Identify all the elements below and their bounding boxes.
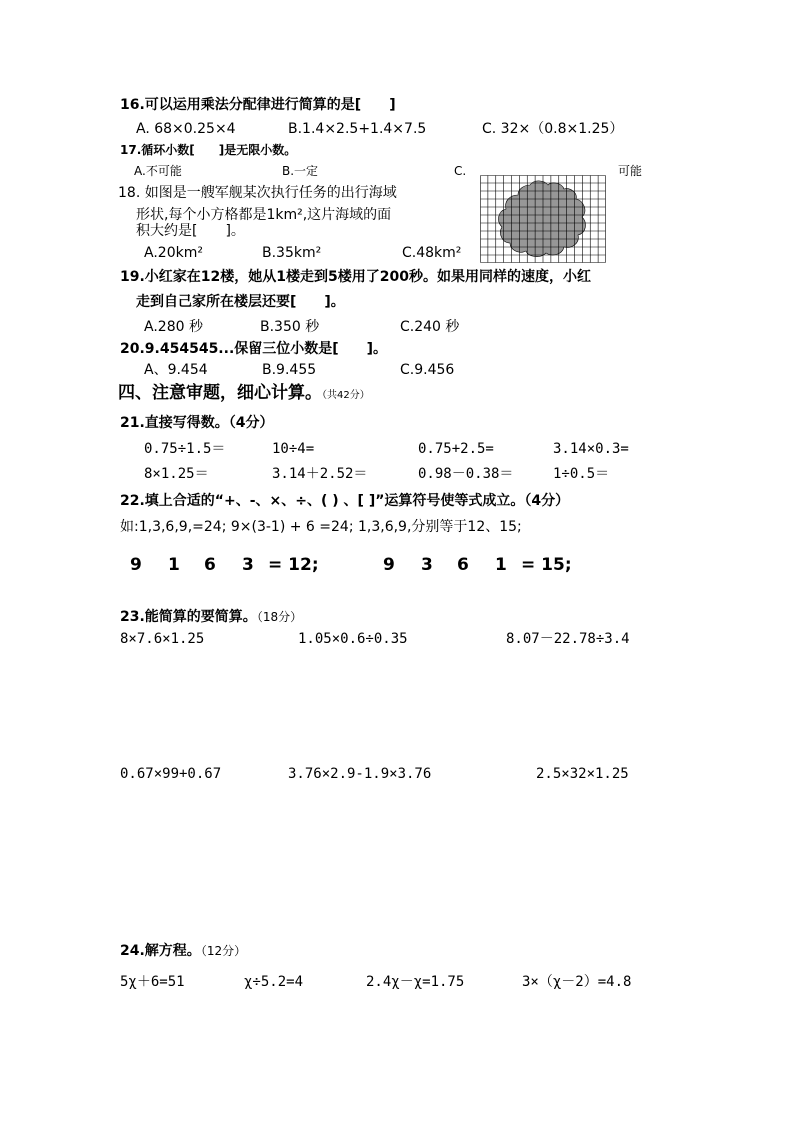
section-4-title-text: 四、注意审题，细心计算。 [118,383,322,403]
q21-item-1: 0.75÷1.5＝ [144,441,226,457]
q23-title [120,608,302,626]
q20-option-a: A、9.454 [144,362,208,378]
q19-option-c: C.240 秒 [400,319,460,335]
section-4-title [118,384,370,405]
q24-title-text: 24.解方程。 [120,943,201,959]
q23-item-2: 1.05×0.6÷0.35 [298,631,408,647]
q18-stem-line1: 18. 如图是一艘军舰某次执行任务的出行海域 [118,185,397,201]
q17-stem: 17.循环小数[ ]是无限小数。 [120,143,297,157]
q18-option-b: B.35km² [262,245,322,261]
q21-item-4: 3.14×0.3= [553,441,629,457]
q18-option-a: A.20km² [144,245,203,261]
q23-item-3: 8.07－22.78÷3.4 [506,631,630,647]
q22-example: 如:1,3,6,9,=24; 9×(3-1) + 6 =24; 1,3,6,9,分别等于12、15; [120,519,522,535]
q17-option-b: B.一定 [282,164,319,178]
q24-equation-4: 3×（χ－2）=4.8 [522,974,632,990]
q19-stem-line2: 走到自己家所在楼层还要[ ]。 [136,294,345,310]
eq2-number: 1 [495,555,507,575]
q22-title: 22.填上合适的“+、-、×、÷、( ) 、[ ]”运算符号使等式成立。（4分） [120,493,570,509]
q21-title: 21.直接写得数。（4分） [120,415,274,431]
q21-item-2: 10÷4= [272,441,315,457]
eq1-number: 6 [204,555,216,575]
q21-item-7: 0.98－0.38＝ [418,466,514,482]
section-4-score: （共42分） [322,390,370,401]
q16-stem: 16.可以运用乘法分配律进行简算的是[ ] [120,97,396,113]
q20-option-b: B.9.455 [262,362,317,378]
q18-stem-line3: 积大约是[ ]。 [136,223,245,239]
q24-equation-2: χ÷5.2=4 [244,974,304,990]
sea-area-grid [480,175,606,263]
q19-option-b: B.350 秒 [260,319,320,335]
q19-option-a: A.280 秒 [144,319,203,335]
q17-option-c-text: 可能 [618,164,643,178]
q24-title [120,942,246,960]
q21-item-6: 3.14＋2.52＝ [272,466,368,482]
q21-item-3: 0.75+2.5= [418,441,494,457]
q21-item-5: 8×1.25＝ [144,466,209,482]
eq1-number: 9 [130,555,142,575]
q23-title-text: 23.能简算的要简算。 [120,609,257,625]
eq2-number: 9 [383,555,395,575]
eq1-result: = 12; [268,555,319,575]
q23-item-5: 3.76×2.9-1.9×3.76 [288,766,432,782]
q18-option-c: C.48km² [402,245,462,261]
q20-option-c: C.9.456 [400,362,455,378]
q19-stem-line1: 19.小红家在12楼，她从1楼走到5楼用了200秒。如果用同样的速度，小红 [120,269,591,285]
q16-option-a: A. 68×0.25×4 [136,121,236,137]
q21-item-8: 1÷0.5＝ [553,466,610,482]
sea-area-figure [480,175,606,267]
q20-stem: 20.9.454545...保留三位小数是[ ]。 [120,341,388,357]
q17-option-a: A.不可能 [134,164,182,178]
eq1-number: 3 [242,555,254,575]
q23-item-4: 0.67×99+0.67 [120,766,222,782]
q24-equation-1: 5χ＋6=51 [120,974,185,990]
q16-option-b: B.1.4×2.5+1.4×7.5 [288,121,427,137]
q17-option-c: C. [454,164,467,178]
q18-stem-line2: 形状,每个小方格都是1km²,这片海域的面 [136,207,392,223]
eq2-number: 3 [421,555,433,575]
q24-equation-3: 2.4χ－χ=1.75 [366,974,465,990]
q24-score: （12分） [200,944,247,958]
q16-option-c: C. 32×（0.8×1.25） [482,121,624,137]
q23-score: （18分） [256,610,303,624]
eq2-result: = 15; [521,555,572,575]
q23-item-1: 8×7.6×1.25 [120,631,205,647]
eq1-number: 1 [168,555,180,575]
eq2-number: 6 [457,555,469,575]
q23-item-6: 2.5×32×1.25 [536,766,629,782]
